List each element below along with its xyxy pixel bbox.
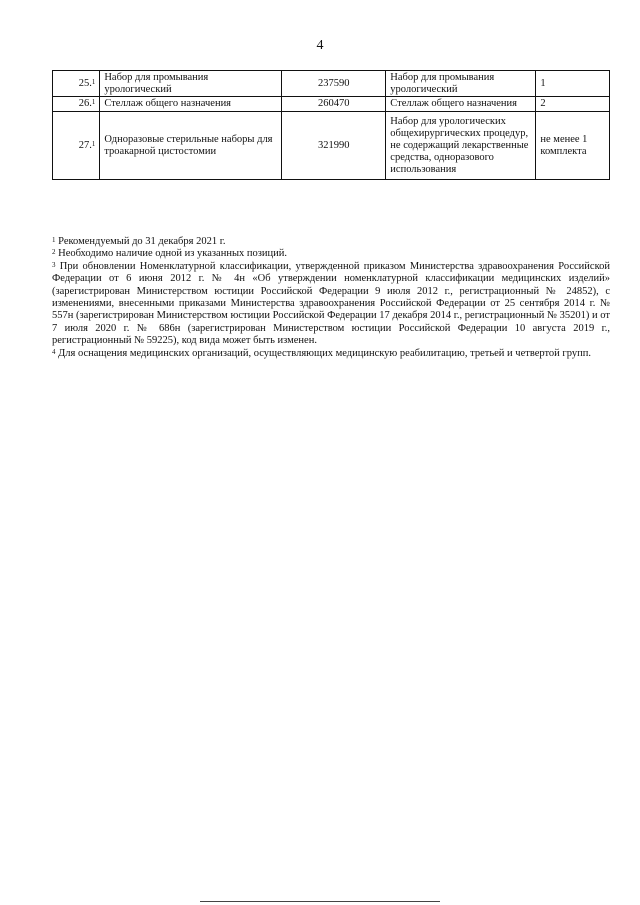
item-quantity: 1 bbox=[536, 71, 610, 97]
footnote: $^4$ Для оснащения медицинских организаций, осуществляющих медицинскую реабилитацию, третьей и четвертой групп. bbox=[52, 347, 591, 359]
footnote: $^1$ Рекомендуемый до 31 декабря 2021 г. bbox=[52, 236, 226, 247]
item-description: Стеллаж общего назначения bbox=[386, 97, 536, 112]
table-row bbox=[53, 71, 610, 97]
row-number: 25.$^1$ bbox=[53, 71, 100, 97]
bottom-rule bbox=[200, 901, 440, 902]
footnotes bbox=[52, 236, 610, 360]
table-row bbox=[53, 97, 610, 112]
item-code: 237590 bbox=[282, 71, 386, 97]
page-number: 4 bbox=[316, 38, 324, 53]
item-description: Набор для урологических общехирургических процедур, не содержащий лекарственные средства, одноразового использования bbox=[386, 112, 536, 180]
row-number: 26.$^1$ bbox=[53, 97, 100, 112]
row-number: 27.$^1$ bbox=[53, 112, 100, 180]
item-code: 260470 bbox=[282, 97, 386, 112]
item-description: Набор для промывания урологический bbox=[386, 71, 536, 97]
footnote: $^3$ При обновлении Номенклатурной классификации, утвержденной приказом Министерства здравоохранения Российской Федерации от 6 июня 2012 г. № 4н «Об утверждении номенклатурной классификации медицинских изделий» (зарегистрирован Министерством юстиции Российской Федерации 9 июля 2012 г., регистрационный № 24852), с изменениями, внесенными приказами Министерства здравоохранения Российской Федерации от 25 сентября 2014 г. № 557н (зарегистрирован Министерством юстиции Российской Федерации 17 декабря 2014 г., регистрационный № 35201) и от 7 июля 2020 г. № 686н (зарегистрирован Министерством юстиции Российской Федерации 10 августа 2019 г., регистрационный № 59225), код вида может быть изменен. bbox=[52, 260, 611, 347]
item-name: Одноразовые стерильные наборы для троакарной цистостомии bbox=[100, 112, 282, 180]
item-code: 321990 bbox=[282, 112, 386, 180]
item-quantity: не менее 1 комплекта bbox=[536, 112, 610, 180]
table-row bbox=[53, 112, 610, 180]
item-name: Стеллаж общего назначения bbox=[100, 97, 282, 112]
item-quantity: 2 bbox=[536, 97, 610, 112]
footnote: $^2$ Необходимо наличие одной из указанных позиций. bbox=[52, 248, 287, 260]
equipment-table bbox=[52, 70, 610, 180]
item-name: Набор для промывания урологический bbox=[100, 71, 282, 97]
